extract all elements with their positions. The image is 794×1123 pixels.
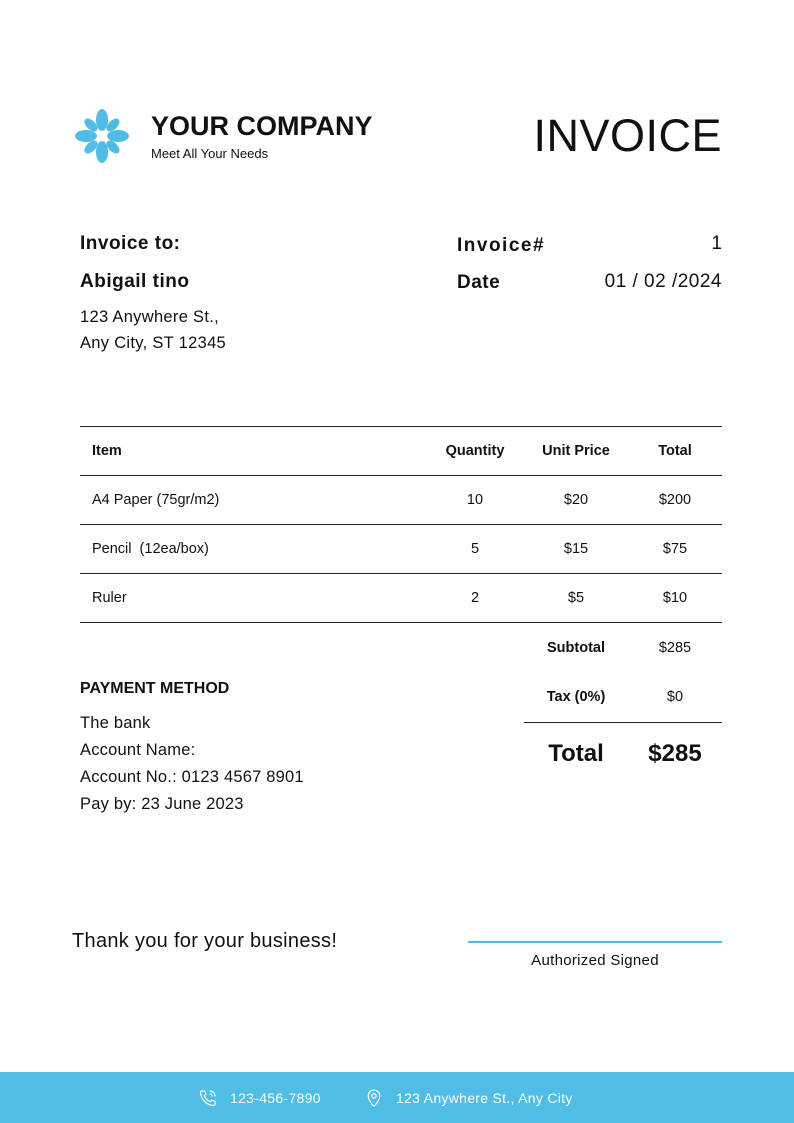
subtotal-value: $285 <box>658 640 692 656</box>
footer-bar <box>0 1072 794 1123</box>
payment-method-title: PAYMENT METHOD <box>80 680 230 697</box>
client-address-line1: 123 Anywhere St., <box>80 308 220 326</box>
row-item: Ruler <box>92 590 127 606</box>
client-address-line2: Any City, ST 12345 <box>80 334 227 352</box>
row-total: $10 <box>662 590 688 606</box>
invoice-number-label: Invoice# <box>457 235 546 256</box>
table-row <box>80 524 722 573</box>
table-header-row <box>80 426 722 475</box>
row-item: Pencil (12ea/box) <box>92 541 209 557</box>
summary-divider <box>524 722 722 723</box>
payment-account-name: Account Name: <box>80 741 196 759</box>
row-unit-price: $20 <box>563 492 589 508</box>
row-unit-price: $5 <box>567 590 585 606</box>
grand-total-value: $285 <box>648 740 702 767</box>
items-table <box>80 426 722 623</box>
row-quantity: 10 <box>466 492 484 508</box>
signature-label: Authorized Signed <box>531 952 659 969</box>
footer-address <box>364 1072 573 1123</box>
date-label: Date <box>457 272 501 293</box>
header-quantity: Quantity <box>445 443 505 459</box>
footer-phone <box>198 1072 321 1123</box>
row-quantity: 2 <box>470 590 480 606</box>
row-unit-price: $15 <box>563 541 589 557</box>
invoice-to-label: Invoice to: <box>80 233 181 254</box>
document-title: INVOICE <box>533 110 722 161</box>
map-pin-icon <box>364 1088 384 1108</box>
grand-total-label: Total <box>548 740 604 767</box>
flower-logo-icon <box>72 106 132 166</box>
row-total: $75 <box>662 541 688 557</box>
header-unit-price: Unit Price <box>542 443 610 459</box>
row-total: $200 <box>658 492 692 508</box>
table-row <box>80 475 722 524</box>
footer-phone-text: 123-456-7890 <box>230 1089 321 1106</box>
signature-line <box>468 941 722 943</box>
row-item: A4 Paper (75gr/m2) <box>92 492 220 508</box>
phone-icon <box>198 1088 218 1108</box>
invoice-number: 1 <box>711 233 722 254</box>
header-total: Total <box>658 443 692 459</box>
payment-account-number: Account No.: 0123 4567 8901 <box>80 768 304 786</box>
company-name: YOUR COMPANY <box>151 111 373 141</box>
row-quantity: 5 <box>470 541 480 557</box>
table-row <box>80 573 722 623</box>
header-item: Item <box>92 443 122 459</box>
subtotal-label: Subtotal <box>547 640 605 656</box>
client-name: Abigail tino <box>80 271 190 292</box>
payment-due-date: Pay by: 23 June 2023 <box>80 795 244 813</box>
thank-you-message: Thank you for your business! <box>72 930 338 952</box>
payment-bank: The bank <box>80 714 151 732</box>
tax-label: Tax (0%) <box>546 689 606 705</box>
company-tagline: Meet All Your Needs <box>151 146 269 161</box>
tax-value: $0 <box>666 689 684 705</box>
invoice-date: 01 / 02 /2024 <box>604 271 722 292</box>
footer-address-text: 123 Anywhere St., Any City <box>396 1089 573 1106</box>
